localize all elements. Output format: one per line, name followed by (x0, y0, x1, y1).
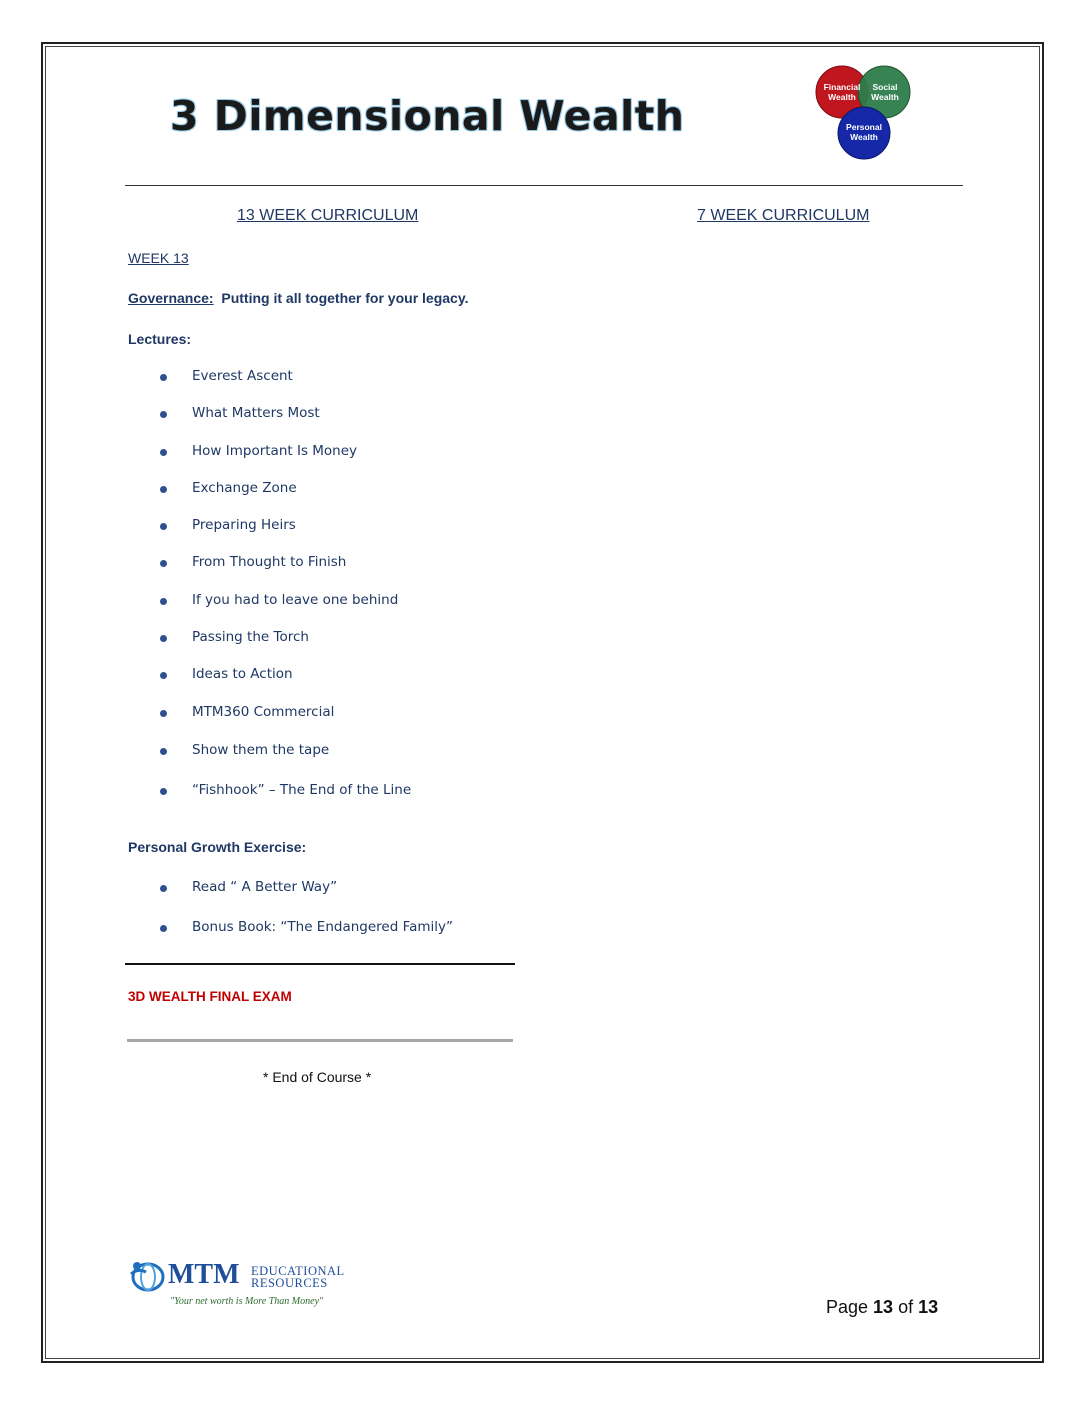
mtm-tagline: "Your net worth is More Than Money" (170, 1296, 324, 1307)
mtm-logo (128, 1256, 360, 1314)
bullet-icon (160, 560, 167, 567)
page-current: 13 (873, 1297, 894, 1317)
bullet-icon (160, 598, 167, 605)
social-wealth-label-2: Wealth (871, 92, 899, 102)
mtm-logo-line2: RESOURCES (251, 1276, 328, 1290)
bullet-icon (160, 374, 167, 381)
bullet-icon (160, 672, 167, 679)
topic-line (128, 290, 468, 306)
wealth-circles-logo (812, 64, 916, 164)
final-exam-label: 3D WEALTH FINAL EXAM (128, 989, 292, 1004)
page-number: Page 13 of 13 (826, 1297, 939, 1317)
page-total: 13 (918, 1297, 939, 1317)
bullet-icon (160, 523, 167, 530)
mtm-logo-text: MTM (168, 1259, 240, 1290)
bullet-icon (160, 885, 167, 892)
financial-wealth-label-2: Wealth (828, 92, 856, 102)
page-title: 3 Dimensional Wealth (170, 92, 685, 140)
heading-7-week: 7 WEEK CURRICULUM (697, 207, 870, 224)
personal-wealth-label-2: Wealth (850, 132, 878, 142)
exam-divider-top (125, 963, 515, 965)
end-of-course-note: * End of Course * (263, 1069, 372, 1085)
bullet-icon (160, 925, 167, 932)
bullet-icon (160, 411, 167, 418)
exercise-label: Personal Growth Exercise: (128, 839, 307, 855)
bullet-icon (160, 486, 167, 493)
bullet-icon (160, 748, 167, 755)
globe-figure-icon (128, 1258, 168, 1294)
page-border-inner (45, 46, 1040, 1359)
week-label: WEEK 13 (128, 250, 189, 266)
bullet-icon (160, 635, 167, 642)
lectures-label: Lectures: (128, 331, 192, 347)
topic-label: Governance: (128, 290, 214, 306)
bullet-icon (160, 449, 167, 456)
exam-divider-bottom (127, 1039, 513, 1042)
topic-text: Putting it all together for your legacy. (221, 290, 469, 306)
bullet-icon (160, 710, 167, 717)
personal-wealth-label-1: Personal (846, 122, 882, 132)
heading-13-week: 13 WEEK CURRICULUM (237, 207, 419, 224)
financial-wealth-label-1: Financial (823, 82, 861, 92)
bullet-icon (160, 788, 167, 795)
social-wealth-label-1: Social (872, 82, 898, 92)
header-divider (125, 185, 963, 186)
mtm-logo-line1: EDUCATIONAL (251, 1264, 345, 1278)
